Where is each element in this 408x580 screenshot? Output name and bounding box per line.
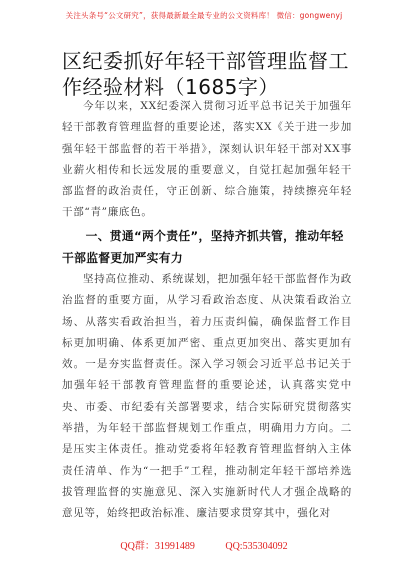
footer-contact — [0, 537, 408, 552]
footer-qq: QQ:535304092 — [225, 541, 288, 552]
intro-paragraph: 今年以来，XX纪委深入贯彻习近平总书记关于加强年轻干部教育管理监督的重要论述，落实XX《关于进一步加强年轻干部监督的若干举措》，深刻认识年轻干部对XX事业薪火相传和长远发展的重要意义，自觉扛起加强年轻干部监督的政治责任，守正创新、综合施策，持续擦亮年轻干部“青”廉底色。 — [62, 100, 352, 219]
header-banner: 关注头条号“公文研究”，获得最新最全最专业的公文资料库！ 微信：gongwenyj — [65, 11, 343, 20]
section-body-paragraph: 坚持高位推动、系统谋划，把加强年轻干部监督作为政治监督的重要方面，从学习看政治态度、从决策看政治立场、从落实看政治担当，着力压责纠偏，确保监督工作目标更加明确、体系更加严密、重点更加突出、落实更加有效。一是夯实监督责任。深入学习领会习近平总书记关于加强年轻干部教育管理监督的重要论述，认真落实党中央、市委、市纪委有关部署要求，结合实际研究贯彻落实举措，为年轻干部监督规划工作重点，明确用力方向。二是压实主体责任。推动党委将年轻教育管理监督纳入主体责任清单、作为“一把手”工程，推动制定年轻干部培养选拔管理监督的实施意见、深入实施新时代人才强企战略的意见等，始终把政治标准、廉洁要求贯穿其中，强化对 — [62, 273, 352, 520]
footer-qq-group: QQ群：31991489 — [120, 541, 195, 552]
document-title: 区纪委抓好年轻干部管理监督工作经验材料（1685字） — [62, 49, 349, 99]
section-heading: 一、贯通“两个责任”，坚持齐抓共管，推动年轻干部监督更加严实有力 — [62, 229, 344, 265]
